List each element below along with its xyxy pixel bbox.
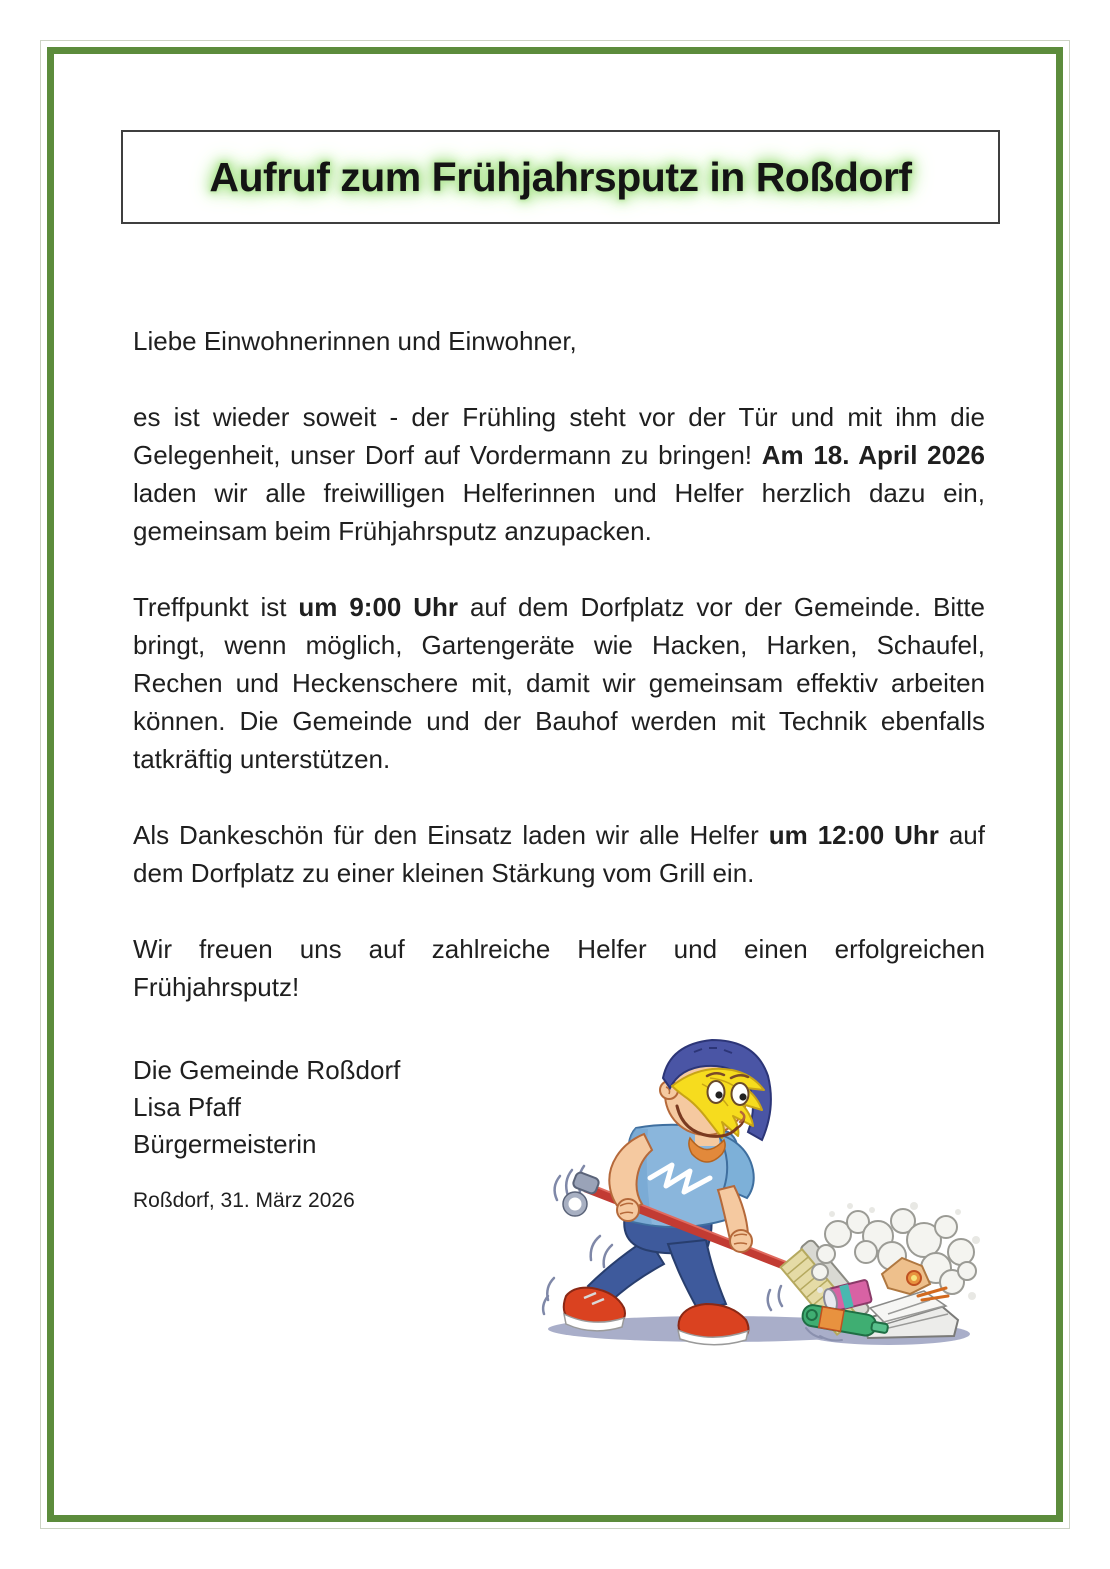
hanging-ring <box>566 1195 584 1213</box>
paragraph-meeting-point <box>133 588 985 778</box>
signature-role: Bürgermeisterin <box>133 1129 317 1159</box>
paragraph-intro <box>133 398 985 550</box>
signature-name: Lisa Pfaff <box>133 1092 241 1122</box>
salutation: Liebe Einwohnerinnen und Einwohner, <box>133 326 577 356</box>
paragraph-text: laden wir alle freiwilligen Helferinnen und Helfer herzlich dazu ein, gemeinsam beim Frühjahrsputz anzupacken. <box>133 478 985 546</box>
event-date-bold: Am 18. April 2026 <box>761 440 986 470</box>
cleaning-boy-illustration <box>520 1028 985 1358</box>
paragraph-closing: Wir freuen uns auf zahlreiche Helfer und einen erfolgreichen Frühjahrsputz! <box>133 934 985 1002</box>
front-shoe <box>678 1304 748 1345</box>
signature-organisation: Die Gemeinde Roßdorf <box>133 1055 401 1085</box>
left-fist <box>617 1199 639 1221</box>
place-date-line: Roßdorf, 31. März 2026 <box>133 1189 355 1212</box>
meeting-time-bold: um 9:00 Uhr <box>298 592 459 622</box>
page-title: Aufruf zum Frühjahrsputz in Roßdorf <box>209 153 912 200</box>
paragraph-text: es ist wieder soweit - der Frühling steht vor der Tür und mit ihm die Gelegenheit, unser Dorf auf Vordermann zu bringen! <box>133 402 985 470</box>
paragraph-text: Treffpunkt ist <box>133 592 299 622</box>
right-fist <box>730 1230 752 1252</box>
title-box <box>121 130 1000 224</box>
paragraph-text: auf dem Dorfplatz vor der Gemeinde. Bitte bringt, wenn möglich, Gartengeräte wie Hacken, Harken, Schaufel, Rechen und Heckenschere mit, damit wir gemeinsam effektiv arbeiten können. Die Gemeinde und der Bauhof werden mit Technik ebenfalls tatkräftig unterstützen. <box>133 592 985 774</box>
paragraph-text: auf dem Dorfplatz zu einer kleinen Stärkung vom Grill ein. <box>133 820 985 888</box>
lunch-time-bold: um 12:00 Uhr <box>768 820 939 850</box>
letter-body <box>133 322 985 1044</box>
front-leg <box>668 1240 726 1310</box>
paragraph-text: Als Dankeschön für den Einsatz laden wir alle Helfer <box>133 820 769 850</box>
signature-block <box>133 1052 400 1163</box>
paragraph-thanks <box>133 816 985 892</box>
